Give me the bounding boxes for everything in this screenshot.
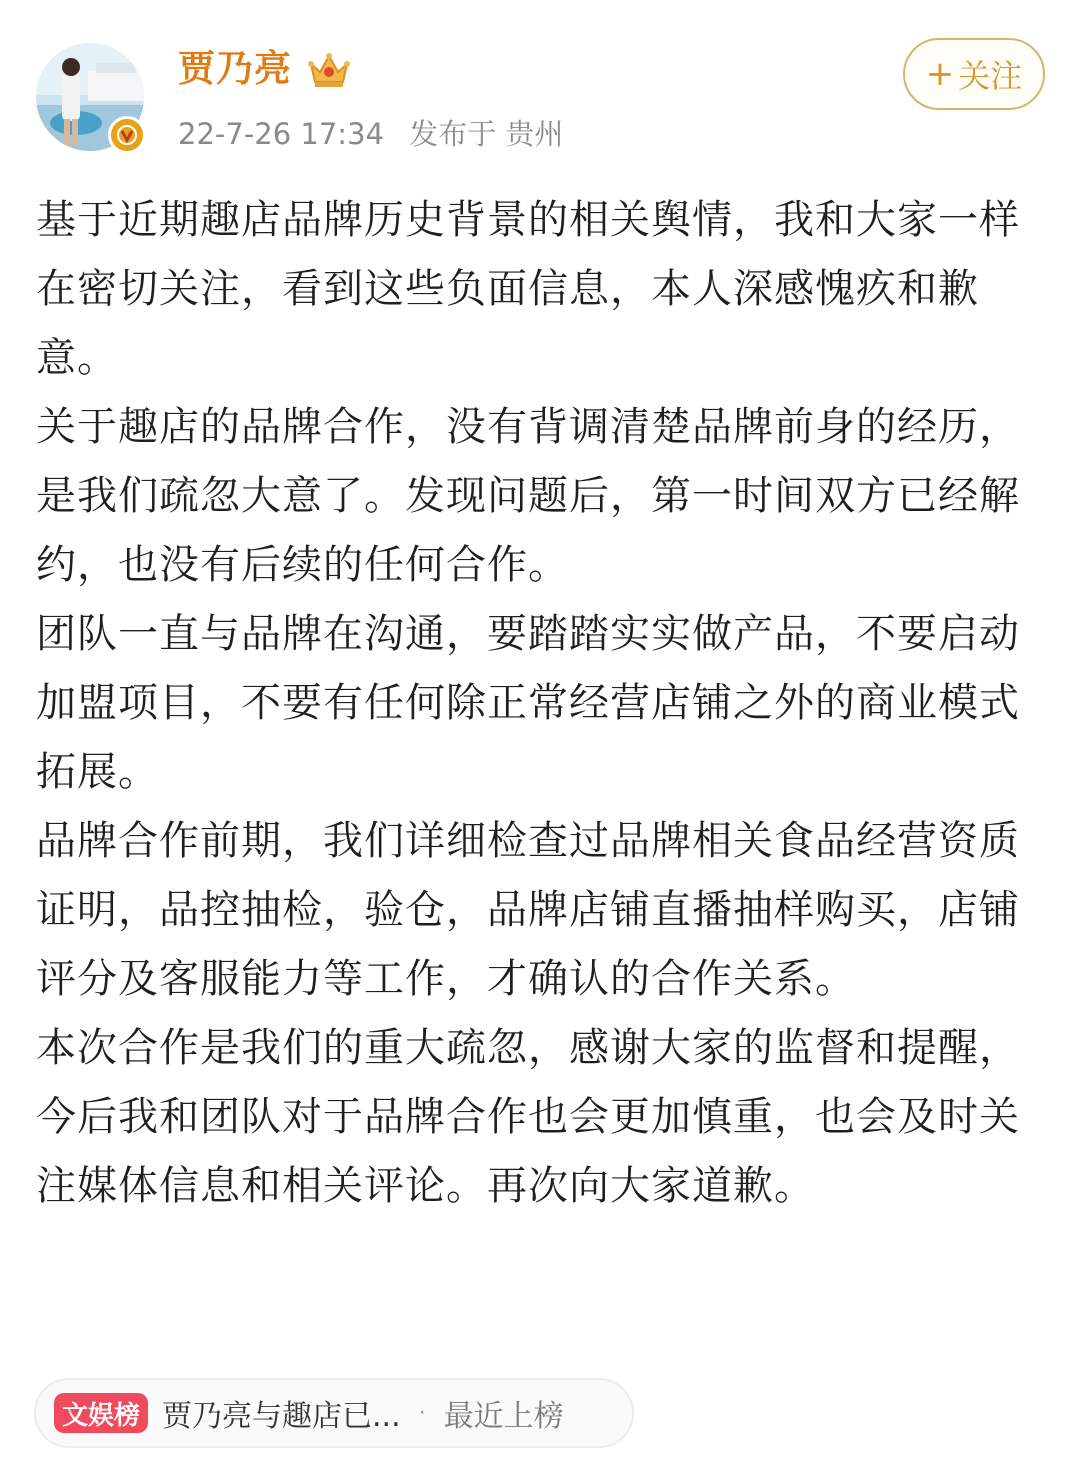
verified-icon: [108, 116, 146, 154]
post-timestamp: 22-7-26 17:34: [178, 117, 384, 151]
plus-icon: +: [925, 54, 955, 94]
post-paragraph: 关于趣店的品牌合作，没有背调清楚品牌前身的经历，是我们疏忽大意了。发现问题后，第一时间双方已经解约，也没有后续的任何合作。: [36, 404, 1020, 588]
post-location: 发布于 贵州: [409, 117, 564, 151]
crown-icon: [306, 50, 352, 90]
post-meta: [178, 112, 579, 156]
author-name[interactable]: 贾乃亮: [178, 47, 292, 90]
post-paragraph: 品牌合作前期，我们详细检查过品牌相关食品经营资质证明，品控抽检，验仓，品牌店铺直播抽样购买，店铺评分及客服能力等工作，才确认的合作关系。: [36, 818, 1020, 1002]
separator-dot: ·: [418, 1400, 426, 1426]
post-paragraph: 本次合作是我们的重大疏忽，感谢大家的监督和提醒，今后我和团队对于品牌合作也会更加慎重，也会及时关注媒体信息和相关评论。再次向大家道歉。: [36, 1025, 1020, 1209]
hot-topic-tag[interactable]: [34, 1378, 634, 1448]
post-paragraph: 基于近期趣店品牌历史背景的相关舆情，我和大家一样在密切关注，看到这些负面信息，本人深感愧疚和歉意。: [36, 197, 1020, 381]
post-content: [36, 186, 1048, 1221]
hot-list-badge: 文娱榜: [54, 1393, 148, 1433]
post-header: [0, 0, 1080, 170]
follow-label: 关注: [958, 57, 1023, 95]
hot-topic-title: 贾乃亮与趣店已...: [162, 1399, 401, 1434]
follow-button[interactable]: [903, 38, 1045, 110]
hot-topic-status: 最近上榜: [443, 1399, 564, 1434]
post-paragraph: 团队一直与品牌在沟通，要踏踏实实做产品，不要启动加盟项目，不要有任何除正常经营店铺之外的商业模式拓展。: [36, 611, 1020, 795]
